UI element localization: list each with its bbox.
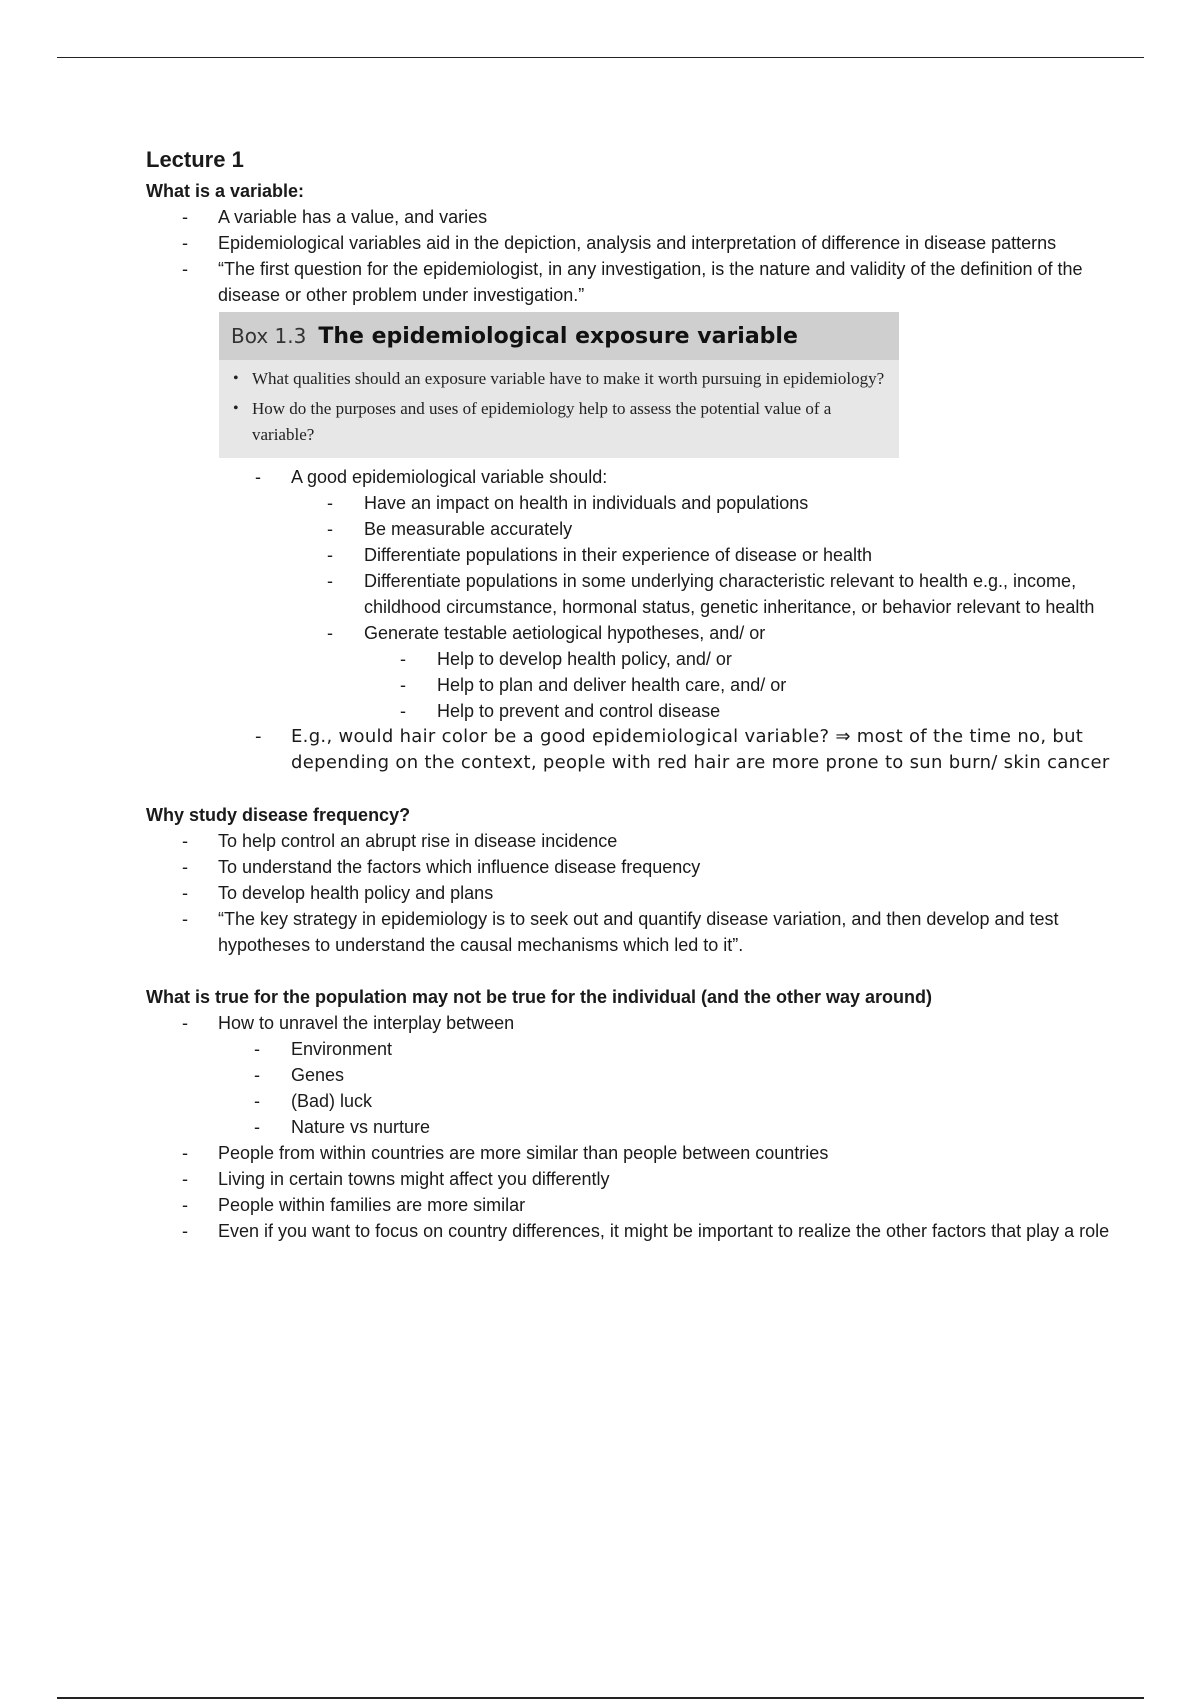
info-box: [219, 312, 899, 458]
variable-list: [146, 204, 1146, 308]
list-item: - Even if you want to focus on country differences, it might be important to realize the other factors that play a role: [146, 1218, 1146, 1244]
list-item: - “The first question for the epidemiologist, in any investigation, is the nature and validity of the definition of the disease or other problem under investigation.”: [146, 256, 1146, 308]
good-variable-intro: A good epidemiological variable should:: [291, 467, 608, 487]
info-box-title: The epidemiological exposure variable: [318, 323, 798, 349]
info-box-header: [219, 312, 899, 360]
list-item: - People within families are more similar: [146, 1192, 1146, 1218]
info-box-bullet: • What qualities should an exposure variable have to make it worth pursuing in epidemiology?: [231, 366, 891, 392]
list-item: - To help control an abrupt rise in disease incidence: [146, 828, 1146, 854]
list-item: - Help to develop health policy, and/ or: [364, 646, 1146, 672]
list-item: - “The key strategy in epidemiology is to seek out and quantify disease variation, and then develop and test hypotheses to understand the causal mechanisms which led to it”.: [146, 906, 1146, 958]
frequency-list: [146, 828, 1146, 958]
list-item: - To understand the factors which influence disease frequency: [146, 854, 1146, 880]
list-item: - Genes: [218, 1062, 1146, 1088]
section-heading-variable: What is a variable:: [146, 181, 305, 201]
list-item: - A variable has a value, and varies: [146, 204, 1146, 230]
list-item: - Nature vs nurture: [218, 1114, 1146, 1140]
list-item: - (Bad) luck: [218, 1088, 1146, 1114]
section-heading-population: What is true for the population may not be true for the individual (and the other way around): [146, 987, 933, 1007]
hair-color-example: - E.g., would hair color be a good epidemiological variable? ⇒ most of the time no, but depending on the context, people with red hair are more prone to sun burn/ skin cancer: [219, 724, 1146, 776]
list-item: - Have an impact on health in individuals and populations: [291, 490, 1146, 516]
list-item: - Differentiate populations in some underlying characteristic relevant to health e.g., income, childhood circumstance, hormonal status, genetic inheritance, or behavior relevant to health: [291, 568, 1146, 620]
good-variable-wrapper: [219, 464, 1146, 776]
list-item: [219, 464, 1146, 724]
footer-rule: [57, 1697, 1144, 1699]
interplay-sublist: [218, 1036, 1146, 1140]
header-rule: [57, 57, 1144, 58]
list-item: [291, 620, 1146, 724]
list-item: - Help to plan and deliver health care, and/ or: [364, 672, 1146, 698]
list-item: - To develop health policy and plans: [146, 880, 1146, 906]
lecture-title: Lecture 1: [146, 147, 244, 172]
info-box-number: Box 1.3: [231, 324, 307, 348]
info-box-body: [219, 360, 899, 458]
list-item: - Environment: [218, 1036, 1146, 1062]
interplay-intro: How to unravel the interplay between: [218, 1013, 515, 1033]
list-item: - Be measurable accurately: [291, 516, 1146, 542]
good-variable-criteria: [291, 490, 1146, 724]
info-box-bullet: • How do the purposes and uses of epidemiology help to assess the potential value of a variable?: [231, 396, 891, 448]
list-item: - Living in certain towns might affect you differently: [146, 1166, 1146, 1192]
section-heading-frequency: Why study disease frequency?: [146, 805, 411, 825]
document-body: [146, 146, 1146, 1244]
list-item: - Help to prevent and control disease: [364, 698, 1146, 724]
hypotheses-sublist: [364, 646, 1146, 724]
info-box-bullets: [231, 366, 891, 448]
population-list: [146, 1010, 1146, 1244]
list-item: - Epidemiological variables aid in the depiction, analysis and interpretation of difference in disease patterns: [146, 230, 1146, 256]
list-item: - People from within countries are more similar than people between countries: [146, 1140, 1146, 1166]
hypotheses-text: Generate testable aetiological hypotheses, and/ or: [364, 623, 766, 643]
list-item: [146, 1010, 1146, 1140]
list-item: - Differentiate populations in their experience of disease or health: [291, 542, 1146, 568]
